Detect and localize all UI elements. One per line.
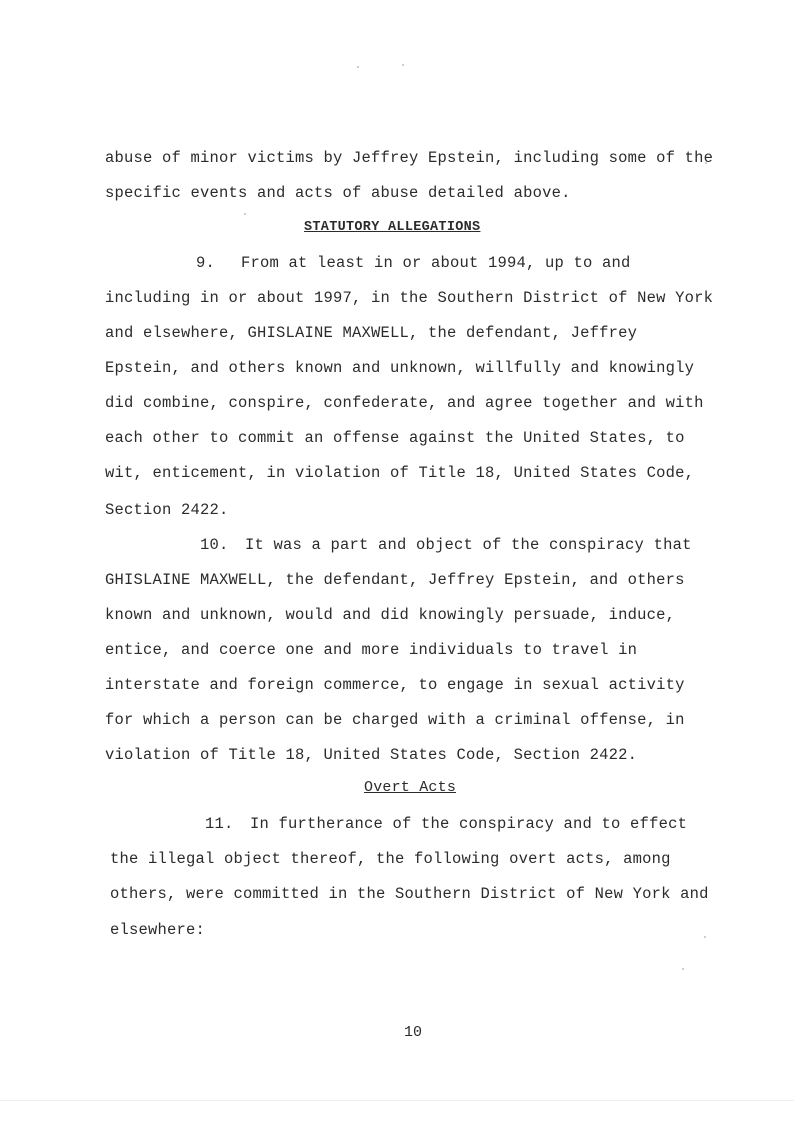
paragraph-11-number: 11. — [205, 815, 234, 833]
paragraph-10-line: entice, and coerce one and more individuals to travel in — [105, 641, 638, 659]
paragraph-9-line: each other to commit an offense against the United States, to — [105, 429, 685, 447]
paragraph-9-line: Epstein, and others known and unknown, willfully and knowingly — [105, 359, 695, 377]
page-number: 10 — [404, 1024, 423, 1041]
scan-edge-line — [0, 1100, 794, 1101]
scan-speck — [682, 968, 684, 970]
paragraph-9-line: did combine, conspire, confederate, and agree together and with — [105, 394, 704, 412]
paragraph-9-line: wit, enticement, in violation of Title 18, United States Code, — [105, 464, 695, 482]
paragraph-11-line: elsewhere: — [110, 921, 206, 939]
paragraph-10-line: known and unknown, would and did knowingly persuade, induce, — [105, 606, 676, 624]
paragraph-11-line: In furtherance of the conspiracy and to effect — [250, 815, 688, 833]
paragraph-10-number: 10. — [200, 536, 229, 554]
scan-speck — [402, 64, 404, 66]
paragraph-9-line: Section 2422. — [105, 501, 229, 519]
paragraph-10-line: GHISLAINE MAXWELL, the defendant, Jeffrey Epstein, and others — [105, 571, 685, 589]
overt-acts-heading: Overt Acts — [364, 779, 457, 796]
section-heading: STATUTORY ALLEGATIONS — [304, 220, 481, 235]
scan-speck — [704, 936, 706, 938]
scan-speck — [244, 213, 246, 215]
paragraph-10-line: for which a person can be charged with a criminal offense, in — [105, 711, 685, 729]
paragraph-9-line: From at least in or about 1994, up to and — [241, 254, 631, 272]
paragraph-11-line: others, were committed in the Southern District of New York and — [110, 885, 709, 903]
scan-speck — [357, 66, 359, 68]
paragraph-11-line: the illegal object thereof, the following overt acts, among — [110, 850, 671, 868]
paragraph-10-line: It was a part and object of the conspiracy that — [245, 536, 692, 554]
paragraph-9-line: and elsewhere, GHISLAINE MAXWELL, the defendant, Jeffrey — [105, 324, 638, 342]
paragraph-9-number: 9. — [196, 254, 216, 272]
paragraph-10-line: violation of Title 18, United States Code, Section 2422. — [105, 746, 638, 764]
paragraph-9-line: including in or about 1997, in the Southern District of New York — [105, 289, 714, 307]
continuation-line-1: abuse of minor victims by Jeffrey Epstein, including some of the — [105, 149, 714, 167]
paragraph-10-line: interstate and foreign commerce, to engage in sexual activity — [105, 676, 685, 694]
continuation-line-2: specific events and acts of abuse detailed above. — [105, 184, 571, 202]
